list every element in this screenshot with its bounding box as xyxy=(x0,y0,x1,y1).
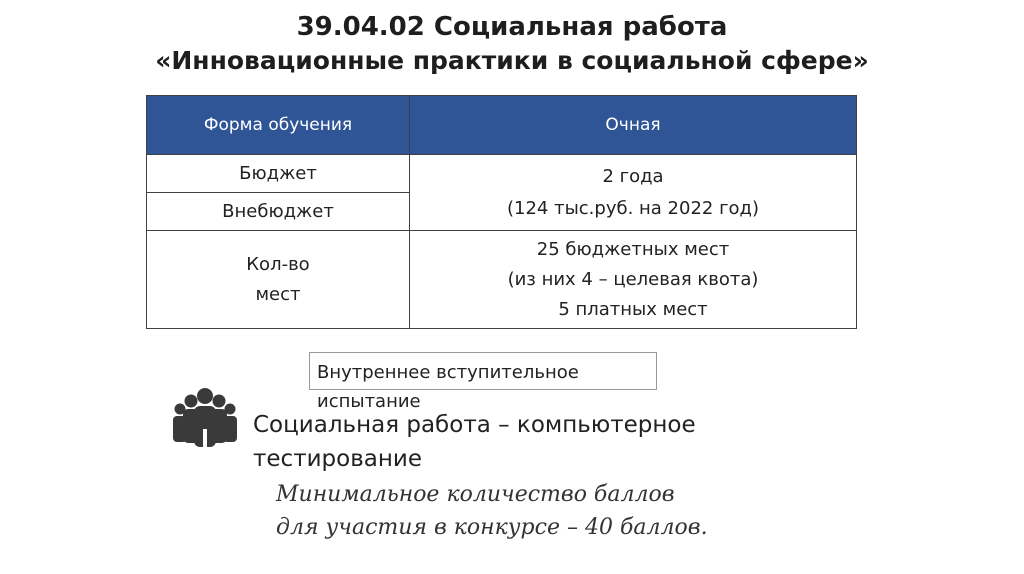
subject-line1: Социальная работа – компьютерное xyxy=(253,412,696,438)
extra-budget-label: Внебюджет xyxy=(147,193,410,231)
header-full-time: Очная xyxy=(410,96,857,155)
people-group-icon xyxy=(170,387,240,447)
note-line1: Минимальное количество баллов xyxy=(276,482,675,507)
page-title: 39.04.02 Социальная работа xyxy=(296,12,728,42)
budget-places: 25 бюджетных мест xyxy=(536,238,730,260)
budget-label: Бюджет xyxy=(147,155,410,193)
places-label-line2: мест xyxy=(255,283,301,305)
exam-line1: Внутреннее вступительное xyxy=(317,362,579,383)
places-label-line1: Кол-во xyxy=(246,253,310,275)
paid-places: 5 платных мест xyxy=(558,298,708,320)
places-label-cell xyxy=(147,231,410,329)
places-value-cell xyxy=(410,231,857,329)
program-table xyxy=(146,95,857,329)
table-header-row xyxy=(147,96,857,155)
page-subtitle: «Инновационные практики в социальной сфере» xyxy=(155,46,869,75)
tuition-value: (124 тыс.руб. на 2022 год) xyxy=(506,197,760,219)
subject-text xyxy=(253,408,793,476)
min-score-note xyxy=(276,478,836,544)
target-quota: (из них 4 – целевая квота) xyxy=(507,268,759,290)
note-line2: для участия в конкурсе – 40 баллов. xyxy=(276,515,708,540)
duration-value: 2 года xyxy=(602,165,664,187)
duration-cell xyxy=(410,155,857,231)
table-row-budget xyxy=(147,155,857,193)
table-row-places xyxy=(147,231,857,329)
subject-line2: тестирование xyxy=(253,446,422,472)
header-study-form: Форма обучения xyxy=(147,96,410,155)
exam-line2: испытание xyxy=(317,391,421,412)
